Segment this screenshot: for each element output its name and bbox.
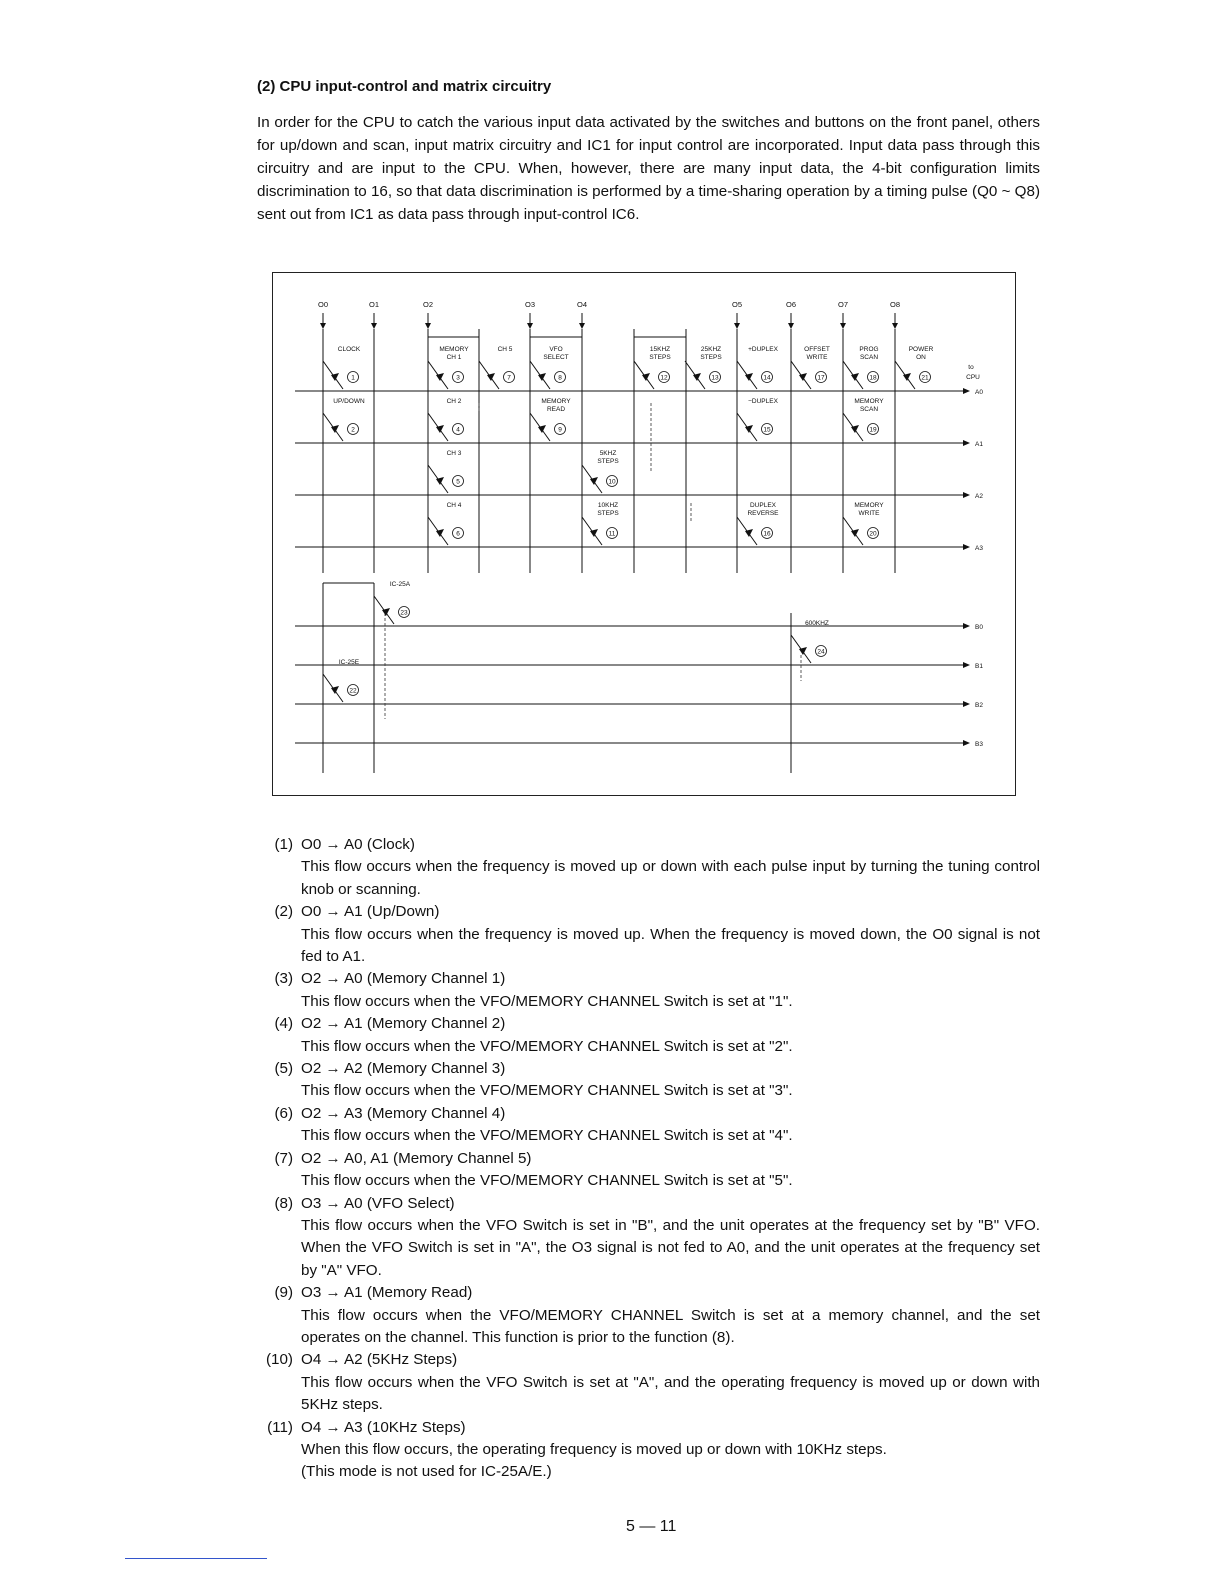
switch-label-2: STEPS	[649, 354, 671, 361]
arrow-head	[579, 323, 585, 329]
item-description: This flow occurs when the VFO/MEMORY CHANNEL Switch is set at "4".	[301, 1127, 793, 1145]
switch-label: MEMORY	[854, 398, 884, 405]
row-label: A1	[975, 441, 983, 448]
arrow-head	[527, 323, 533, 329]
switch-number: 24	[817, 648, 825, 656]
item-title: O2 → A1 (Memory Channel 2)	[301, 1015, 506, 1033]
switch-label-2: WRITE	[858, 510, 880, 517]
list-item	[257, 1103, 1040, 1148]
column-label: O8	[889, 300, 901, 309]
switch-number: 14	[763, 374, 771, 382]
switch-label-2: ON	[916, 354, 926, 361]
switch-label-2: CH 1	[446, 354, 462, 361]
item-description: This flow occurs when the VFO Switch is set at "A", and the operating frequency is moved up or down with 5KHz steps.	[301, 1373, 1040, 1414]
list-item	[257, 834, 1040, 901]
list-item	[257, 1058, 1040, 1103]
switch-label: CH 5	[497, 346, 513, 353]
switch-label: IC-25A	[389, 581, 411, 588]
switch-label: 15KHZ	[649, 346, 671, 353]
switch-number: 12	[660, 374, 668, 382]
switch-label: CH 4	[446, 502, 462, 509]
column-label: O7	[837, 300, 849, 309]
switch-number: 2	[351, 426, 355, 434]
item-number: (5)	[274, 1060, 293, 1078]
switch-label-2: STEPS	[597, 510, 619, 517]
switch-number: 9	[558, 426, 562, 434]
switch-label: VFO	[549, 346, 563, 353]
switch-label: IC-25E	[338, 659, 360, 666]
switch-number: 5	[456, 478, 460, 486]
switch-label: POWER	[908, 346, 934, 353]
column-label: O6	[785, 300, 797, 309]
switch-number: 11	[608, 530, 616, 538]
switch-label: UP/DOWN	[333, 398, 365, 405]
switch-number: 23	[400, 609, 408, 617]
switch-number: 10	[608, 478, 616, 486]
switch-number: 8	[558, 374, 562, 382]
item-title: O4 → A2 (5KHz Steps)	[301, 1351, 458, 1369]
item-title: O2 → A2 (Memory Channel 3)	[301, 1060, 506, 1078]
item-title: O0 → A0 (Clock)	[301, 836, 415, 853]
intro-paragraph: In order for the CPU to catch the various input data activated by the switches and buttons on the front panel, others for up/down and scan, input matrix circuitry and IC1 for input control are incorporated. Input data pass through this circuitry and are input to the CPU. When, however, there are many input data, the 4-bit configuration limits discrimination to 16, so that data discrimination is performed by a time-sharing operation by a timing pulse (Q0 ~ Q8) sent out from IC1 as data pass through input-control IC6.	[257, 114, 1040, 223]
item-title: O3 → A0 (VFO Select)	[301, 1194, 455, 1212]
switch-number: 17	[817, 374, 825, 382]
item-number: (10)	[265, 1351, 293, 1369]
switch-label: DUPLEX	[749, 502, 777, 509]
matrix-schematic	[273, 273, 1017, 797]
arrow-head	[963, 623, 970, 629]
switch-number: 21	[921, 374, 929, 382]
switch-number: 13	[711, 374, 719, 382]
switch-label: −DUPLEX	[748, 398, 778, 405]
switch-number: 16	[763, 530, 771, 538]
switch-label-2: SCAN	[859, 406, 879, 413]
to-label: to	[968, 364, 974, 371]
list-item	[257, 1282, 1040, 1349]
list-item	[257, 1013, 1040, 1058]
item-number: (11)	[267, 1418, 293, 1436]
list-item	[257, 1148, 1040, 1193]
list-item	[257, 1349, 1040, 1416]
column-label: O3	[524, 300, 536, 309]
item-description: This flow occurs when the frequency is moved up or down with each pulse input by turning the tuning control knob or scanning.	[301, 858, 1040, 898]
item-number: (4)	[274, 1015, 293, 1033]
list-item	[257, 901, 1040, 968]
column-label: O1	[368, 300, 380, 309]
switch-number: 15	[763, 426, 771, 434]
switch-label: 10KHZ	[597, 502, 619, 509]
switch-label: MEMORY	[439, 346, 469, 353]
arrow-head	[963, 492, 970, 498]
switch-number: 18	[869, 374, 877, 382]
page-number: 5 — 11	[626, 1518, 677, 1535]
switch-label: CH 2	[446, 398, 462, 405]
list-item	[257, 1193, 1040, 1283]
arrow-head	[963, 701, 970, 707]
item-number: (9)	[274, 1284, 293, 1302]
item-number: (3)	[274, 970, 293, 988]
switch-label: CH 3	[446, 450, 462, 457]
switch-label-2: READ	[546, 406, 566, 413]
switch-label-2: SCAN	[859, 354, 879, 361]
switch-label: 5KHZ	[599, 450, 617, 457]
switch-label: 25KHZ	[700, 346, 722, 353]
row-label: B2	[975, 702, 983, 709]
arrow-head	[371, 323, 377, 329]
arrow-head	[963, 388, 970, 394]
item-number: (7)	[274, 1149, 293, 1167]
switch-number: 19	[869, 426, 877, 434]
item-description: This flow occurs when the VFO/MEMORY CHANNEL Switch is set at "5".	[301, 1172, 793, 1190]
switch-number: 6	[456, 530, 460, 538]
switch-number: 7	[507, 374, 511, 382]
item-title: O4 → A3 (10KHz Steps)	[301, 1418, 466, 1436]
list-item	[257, 1417, 1040, 1484]
item-description: When this flow occurs, the operating frequency is moved up or down with 10KHz steps. (This mode is not used for IC-25A/E.)	[301, 1440, 887, 1481]
arrow-head	[425, 323, 431, 329]
item-title: O3 → A1 (Memory Read)	[301, 1284, 473, 1302]
arrow-head	[320, 323, 326, 329]
switch-label-2: STEPS	[700, 354, 722, 361]
row-label: A0	[975, 389, 983, 396]
row-label: A2	[975, 493, 983, 500]
column-label: O5	[731, 300, 743, 309]
switch-number: 3	[456, 374, 460, 382]
arrow-head	[963, 740, 970, 746]
item-number: (1)	[274, 836, 293, 853]
row-label: B1	[975, 663, 983, 670]
item-title: O2 → A0, A1 (Memory Channel 5)	[301, 1149, 532, 1167]
switch-label-2: SELECT	[543, 354, 569, 361]
switch-label-2: REVERSE	[747, 510, 779, 517]
switch-label: OFFSET	[804, 346, 830, 353]
arrow-head	[963, 544, 970, 550]
footer-rule	[125, 1558, 267, 1559]
item-description: This flow occurs when the VFO Switch is set in "B", and the unit operates at the frequency set by "B" VFO. When the VFO Switch is set in "A", the O3 signal is not fed to A0, and the unit operates at the frequency set by "A" VFO.	[301, 1216, 1040, 1279]
item-number: (2)	[274, 903, 293, 921]
section-heading: (2) CPU input-control and matrix circuitry	[257, 78, 552, 95]
column-label: O0	[317, 300, 329, 309]
item-title: O2 → A3 (Memory Channel 4)	[301, 1104, 506, 1122]
switch-label: 600KHZ	[805, 620, 829, 627]
switch-number: 4	[456, 426, 460, 434]
item-description: This flow occurs when the VFO/MEMORY CHANNEL Switch is set at "1".	[301, 992, 793, 1010]
arrow-head	[963, 662, 970, 668]
column-label: O2	[422, 300, 434, 309]
arrow-head	[840, 323, 846, 329]
switch-number: 22	[349, 687, 357, 695]
row-label: A3	[975, 545, 983, 552]
switch-number: 1	[351, 374, 355, 382]
arrow-head	[963, 440, 970, 446]
item-description: This flow occurs when the frequency is moved up. When the frequency is moved down, the O0 signal is not fed to A1.	[301, 925, 1040, 966]
item-description: This flow occurs when the VFO/MEMORY CHANNEL Switch is set at "3".	[301, 1082, 793, 1100]
arrow-head	[892, 323, 898, 329]
cpu-label: CPU	[966, 374, 980, 381]
switch-number: 20	[869, 530, 877, 538]
switch-label-2: STEPS	[597, 458, 619, 465]
switch-label: CLOCK	[337, 346, 361, 353]
item-description: This flow occurs when the VFO/MEMORY CHANNEL Switch is set at "2".	[301, 1037, 793, 1055]
item-number: (6)	[274, 1104, 293, 1122]
arrow-head	[734, 323, 740, 329]
item-number: (8)	[274, 1194, 293, 1212]
switch-label-2: WRITE	[806, 354, 828, 361]
item-title: O0 → A1 (Up/Down)	[301, 903, 440, 921]
flow-list	[257, 834, 1040, 1484]
list-item	[257, 968, 1040, 1013]
column-label: O4	[576, 300, 588, 309]
row-label: B3	[975, 741, 983, 748]
switch-label: MEMORY	[854, 502, 884, 509]
switch-label: +DUPLEX	[748, 346, 778, 353]
switch-label: PROG	[859, 346, 879, 353]
row-label: B0	[975, 624, 983, 631]
item-title: O2 → A0 (Memory Channel 1)	[301, 970, 506, 988]
matrix-diagram	[272, 272, 1016, 796]
switch-label: MEMORY	[541, 398, 571, 405]
item-description: This flow occurs when the VFO/MEMORY CHANNEL Switch is set at a memory channel, and the set operates on the channel. This function is prior to the function (8).	[301, 1306, 1040, 1346]
arrow-head	[788, 323, 794, 329]
